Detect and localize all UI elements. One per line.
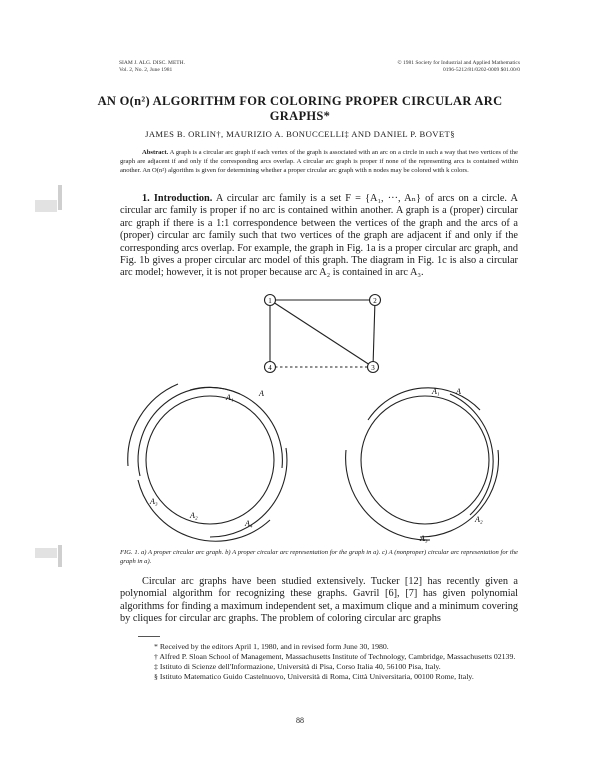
graph-node-label: 4	[268, 364, 272, 372]
margin-mark	[58, 545, 62, 567]
figure-caption: FIG. 1. a) A proper circular arc graph. b) A proper circular arc representation for the graph in a). c) A (nonproper) circular arc representation for the graph in a).	[120, 549, 518, 565]
arc-a3	[138, 480, 270, 541]
arc-a	[138, 387, 240, 476]
journal-header-left	[119, 60, 185, 74]
footnote-affiliation-bonuccelli: ‡ Istituto di Scienze dell'Informazione, Università di Pisa, Corso Italia 40, 56100 Pisa, Italy.	[154, 662, 441, 671]
graph-edge	[270, 300, 373, 367]
footnote-received: * Received by the editors April 1, 1980, and in revised form June 30, 1980.	[154, 642, 389, 651]
journal-name: SIAM J. ALG. DISC. METH.	[119, 60, 186, 66]
arc-a	[368, 388, 480, 420]
margin-mark	[58, 185, 62, 210]
arc-label: A	[259, 389, 264, 398]
copyright-line: © 1981 Society for Industrial and Applied Mathematics	[397, 60, 520, 66]
title-line-2: GRAPHS*	[269, 109, 331, 123]
abstract	[120, 148, 518, 176]
graph-fig-1a	[265, 295, 381, 373]
paper-title	[0, 94, 600, 124]
title-line-1: AN O(n²) ALGORITHM FOR COLORING PROPER CIRCULAR ARC	[97, 94, 503, 108]
body-paragraph: Circular arc graphs have been studied extensively. Tucker [12] has recently given a polynomial algorithm for recognizing these graphs. Gavril [6], [7] has given polynomial algorithms for finding a maximum independent set, a maximum clique and a minimum covering by cliques for circular arc graphs. The problem of coloring circular arc graphs	[120, 576, 518, 625]
margin-mark	[35, 200, 57, 212]
margin-mark	[35, 548, 57, 558]
abstract-label: Abstract.	[142, 149, 169, 156]
arc-label: A₂	[190, 511, 198, 520]
footnotes	[138, 642, 518, 682]
graph-node-label: 1	[268, 297, 272, 305]
base-circle	[361, 396, 489, 524]
footnote-rule	[138, 636, 160, 637]
arc-label: A₃	[420, 534, 428, 543]
abstract-text: A graph is a circular arc graph if each vertex of the graph is associated with an arc on a circle in such a way that two vertices of the graph are adjacent if and only if the corresponding arcs overlap. A circular arc graph is proper if none of the representing arcs is contained within another. An O(n²) algorithm is given for determining whether a proper circular arc graph with n nodes may be colored with k colors.	[120, 149, 518, 175]
figure-1	[120, 290, 520, 545]
graph-node-label: 3	[371, 364, 375, 372]
arc-label: A₂	[475, 515, 483, 524]
arc-a1	[450, 394, 493, 515]
authors: JAMES B. ORLIN†, MAURIZIO A. BONUCCELLI‡ AND DANIEL P. BOVET§	[145, 129, 455, 139]
arc-label: A	[456, 387, 461, 396]
arc-a3	[346, 450, 430, 540]
arc-label: A₁	[432, 387, 440, 396]
arc-a1	[190, 387, 282, 468]
graph-edge	[373, 300, 375, 367]
arc-model-fig-1b	[128, 384, 287, 541]
section-heading: 1. Introduction.	[142, 193, 213, 204]
arc-a4	[128, 384, 178, 466]
issn-line: 0196-5212/81/0202-0009 $01.00/0	[443, 67, 520, 73]
arc-label: A₄	[245, 519, 253, 528]
journal-header-right	[330, 60, 520, 74]
page-number: 88	[296, 716, 304, 725]
arc-label: A₁	[226, 393, 234, 402]
base-circle	[146, 396, 274, 524]
journal-volume: Vol. 2, No. 2, June 1981	[119, 67, 173, 73]
footnote-affiliation-bovet: § Istituto Matematico Guido Castelnuovo, Università di Roma, Città Universitaria, 00100 Rome, Italy.	[154, 672, 474, 681]
footnote-affiliation-orlin: † Alfred P. Sloan School of Management, Massachusetts Institute of Technology, Cambridge, Massachusetts 02139.	[154, 652, 516, 661]
intro-section	[120, 193, 518, 280]
graph-node-label: 2	[373, 297, 377, 305]
intro-paragraph: A circular arc family is a set F = {A₁, ···, Aₙ} of arcs on a circle. A circular arc family is proper if no arc is contained within another. A graph is a (proper) circular arc graph if there is a 1:1 correspondence between the vertices of the graph and the arcs of a (proper) circular arc family such that two vertices of the graph are adjacent if and only if the corresponding arcs overlap. For example, the graph in Fig. 1a is a proper circular arc graph, and Fig. 1b gives a proper circular arc model of this graph. The diagram in Fig. 1c is also a circular arc model; however, it is not proper because arc A₂ is contained in arc A₃.	[120, 193, 518, 279]
arc-label: A₃	[150, 497, 158, 506]
